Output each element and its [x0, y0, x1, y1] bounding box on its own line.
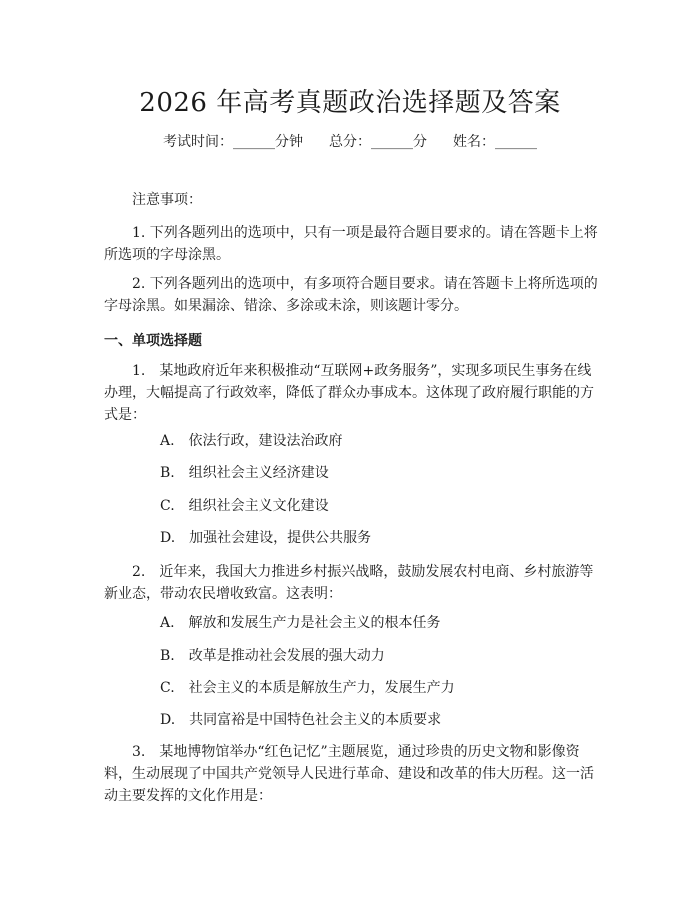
- question-2-option-d: D. 共同富裕是中国特色社会主义的本质要求: [160, 712, 442, 728]
- question-1-option-b: B. 组织社会主义经济建设: [160, 465, 329, 481]
- notice-item-1: 1. 下列各题列出的选项中，只有一项是最符合题目要求的。请在答题卡上将所选项的字母涂黑。: [104, 225, 598, 263]
- question-1-option-a: A. 依法行政，建设法治政府: [160, 433, 343, 449]
- exam-time-field: 考试时间：______分钟: [163, 134, 303, 150]
- question-2-option-c: C. 社会主义的本质是解放生产力，发展生产力: [160, 680, 455, 696]
- question-1-option-c: C. 组织社会主义文化建设: [160, 498, 329, 514]
- total-score-field: 总分：______分: [329, 134, 427, 150]
- name-field: 姓名：______: [453, 134, 537, 150]
- question-2-stem: 2. 近年来，我国大力推进乡村振兴战略，鼓励发展农村电商、乡村旅游等新业态，带动农民增收致富。这表明：: [104, 564, 594, 602]
- page-title: 2026 年高考真题政治选择题及答案: [139, 88, 561, 118]
- section-heading-single-choice: 一、单项选择题: [104, 333, 202, 349]
- exam-meta: [0, 131, 700, 151]
- question-3-stem: 3. 某地博物馆举办“红色记忆”主题展览，通过珍贵的历史文物和影像资料，生动展现了中国共产党领导人民进行革命、建设和改革的伟大历程。这一活动主要发挥的文化作用是：: [104, 744, 594, 804]
- question-2-option-a: A. 解放和发展生产力是社会主义的根本任务: [160, 615, 441, 631]
- question-2-option-b: B. 改革是推动社会发展的强大动力: [160, 648, 385, 664]
- question-1-option-d: D. 加强社会建设，提供公共服务: [160, 530, 372, 546]
- notice-item-2: 2. 下列各题列出的选项中，有多项符合题目要求。请在答题卡上将所选项的字母涂黑。如果漏涂、错涂、多涂或未涂，则该题计零分。: [104, 276, 598, 314]
- question-1-stem: 1. 某地政府近年来积极推动“互联网+政务服务”，实现多项民生事务在线办理，大幅提高了行政效率，降低了群众办事成本。这体现了政府履行职能的方式是：: [104, 363, 594, 423]
- notice-heading: 注意事项：: [132, 192, 202, 208]
